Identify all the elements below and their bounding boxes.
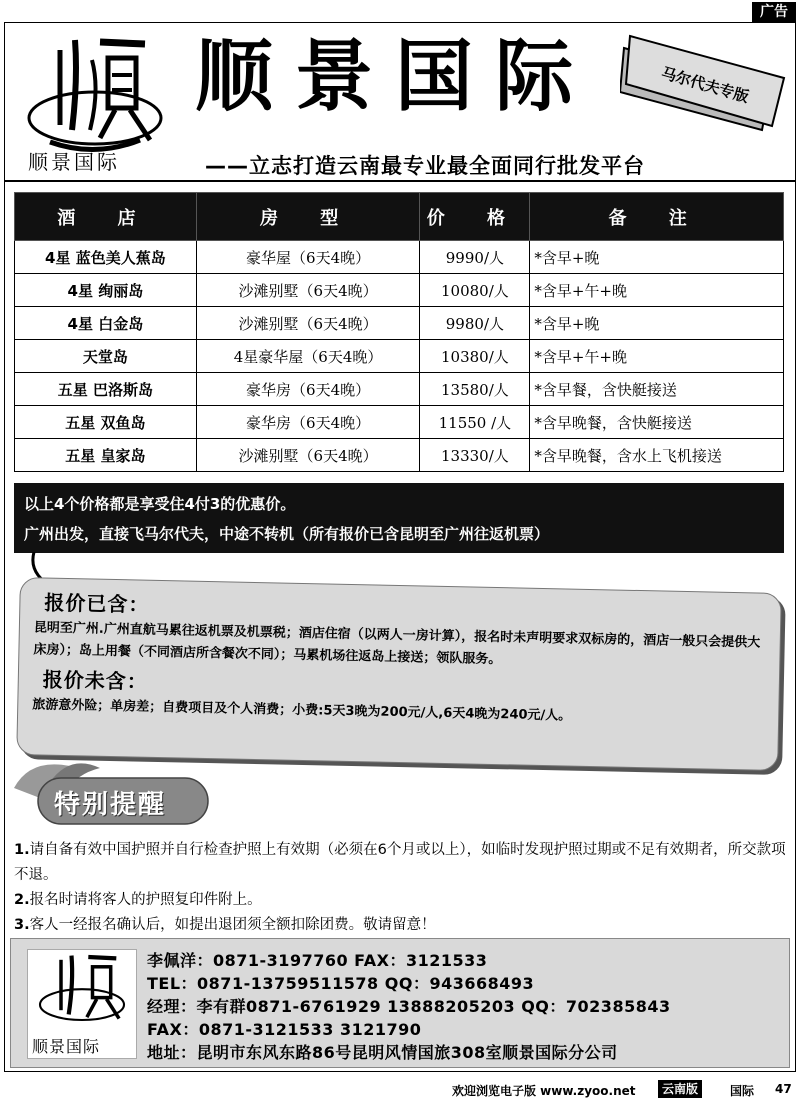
remark-cell: *含早+晚 [530, 307, 784, 340]
hotel-cell: 4星 绚丽岛 [15, 274, 197, 307]
included-text: 昆明至广州.广州直航马累往返机票及机票税；酒店住宿（以两人一房计算），报名时未声明要求双标房的，酒店一般只会提供大床房）；岛上用餐（不同酒店所含餐次不同）；马累机场往返岛上接送；领队服务。 [33, 620, 761, 668]
room-cell: 4星豪华屋（6天4晚） [196, 340, 420, 373]
contact-line-2: TEL：0871-13759511578 QQ：943668493 [147, 974, 535, 993]
remark-cell: *含早+晚 [530, 241, 784, 274]
remark-cell: *含早餐，含快艇接送 [530, 373, 784, 406]
table-row [15, 307, 784, 340]
list-item [14, 913, 794, 938]
remark-cell: *含早+午+晚 [530, 340, 784, 373]
room-cell: 豪华屋（6天4晚） [196, 241, 420, 274]
reminder-list [14, 838, 794, 938]
price-cell: 9990/人 [420, 241, 530, 274]
price-cell: 9980/人 [420, 307, 530, 340]
company-logo-small [28, 950, 136, 1034]
item-number: 1. [14, 842, 30, 858]
price-cell: 13580/人 [420, 373, 530, 406]
ad-tag: 广告 [752, 2, 796, 22]
price-cell: 13330/人 [420, 439, 530, 472]
contact-details [147, 949, 671, 1064]
logo-text: 顺景国际 [28, 150, 120, 174]
contact-line-5: 地址：昆明市东风东路86号昆明风情国旅308室顺景国际分公司 [147, 1043, 618, 1062]
offer-line-1: 以上4个价格都是享受住4付3的优惠价。 [24, 495, 296, 513]
col-room-header: 房 型 [196, 193, 420, 241]
maldives-ribbon [620, 30, 788, 140]
hotel-cell: 五星 皇家岛 [15, 439, 197, 472]
price-cell: 10380/人 [420, 340, 530, 373]
offer-notice [14, 483, 784, 553]
contact-line-4: FAX：0871-3121533 3121790 [147, 1020, 422, 1039]
remark-cell: *含早晚餐，含快艇接送 [530, 406, 784, 439]
item-text: 报名时请将客人的护照复印件附上。 [29, 892, 262, 908]
table-header-row [15, 193, 784, 241]
table-row [15, 274, 784, 307]
page-number: 47 [775, 1082, 792, 1096]
ribbon-label: 马尔代夫专版 [659, 63, 751, 107]
contact-line-1: 李佩洋：0871-3197760 FAX：3121533 [147, 951, 488, 970]
contact-box [10, 938, 790, 1068]
footer-edition: 云南版 [658, 1080, 702, 1098]
hotel-cell: 4星 蓝色美人蕉岛 [15, 241, 197, 274]
list-item [14, 838, 794, 888]
item-number: 2. [14, 892, 30, 908]
col-remark-header: 备 注 [530, 193, 784, 241]
remark-cell: *含早+午+晚 [530, 274, 784, 307]
table-row [15, 439, 784, 472]
price-info-bubble [16, 577, 782, 771]
brand-title: 顺景国际 [195, 31, 596, 122]
excluded-text: 旅游意外险；单房差；自费项目及个人消费；小费:5天3晚为200元/人,6天4晚为240元/人。 [32, 697, 572, 724]
hotel-cell: 五星 双鱼岛 [15, 406, 197, 439]
excluded-title: 报价未含： [42, 667, 149, 694]
remark-cell: *含早晚餐，含水上飞机接送 [530, 439, 784, 472]
hotel-cell: 五星 巴洛斯岛 [15, 373, 197, 406]
table-row [15, 340, 784, 373]
footer-url: 欢迎浏览电子版 www.zyoo.net [452, 1084, 636, 1098]
contact-logo [27, 949, 137, 1059]
slogan: ——立志打造云南最专业最全面同行批发平台 [205, 154, 645, 178]
item-number: 3. [14, 917, 30, 933]
room-cell: 豪华房（6天4晚） [196, 373, 420, 406]
hotel-cell: 天堂岛 [15, 340, 197, 373]
table-row [15, 241, 784, 274]
room-cell: 豪华房（6天4晚） [196, 406, 420, 439]
price-table [14, 192, 784, 472]
price-cell: 11550 /人 [420, 406, 530, 439]
room-cell: 沙滩别墅（6天4晚） [196, 274, 420, 307]
included-title: 报价已含： [44, 590, 150, 617]
header-divider [4, 180, 796, 182]
reminder-title: 特别提醒 [54, 790, 167, 820]
table-row [15, 373, 784, 406]
col-hotel-header: 酒 店 [15, 193, 197, 241]
contact-line-3: 经理：李有群0871-6761929 13888205203 QQ：702385843 [147, 997, 671, 1016]
col-price-header: 价 格 [420, 193, 530, 241]
offer-line-2: 广州出发，直接飞马尔代夫，中途不转机（所有报价已含昆明至广州往返机票） [24, 525, 550, 543]
contact-logo-text: 顺景国际 [32, 1037, 101, 1056]
room-cell: 沙滩别墅（6天4晚） [196, 307, 420, 340]
hotel-cell: 4星 白金岛 [15, 307, 197, 340]
item-text: 请自备有效中国护照并自行检查护照上有效期（必须在6个月或以上），如临时发现护照过期或不足有效期者，所交款项不退。 [14, 842, 786, 883]
price-cell: 10080/人 [420, 274, 530, 307]
list-item [14, 888, 794, 913]
table-row [15, 406, 784, 439]
footer-section: 国际 [730, 1084, 755, 1098]
room-cell: 沙滩别墅（6天4晚） [196, 439, 420, 472]
item-text: 客人一经报名确认后，如提出退团须全额扣除团费。敬请留意！ [29, 917, 436, 933]
page-footer [400, 1080, 795, 1098]
